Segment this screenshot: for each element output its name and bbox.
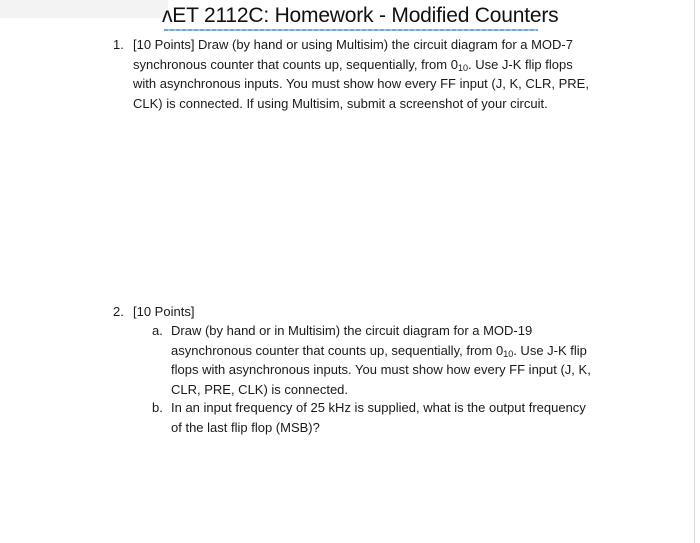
question-2b-line-2: of the last flip flop (MSB)? [171,419,320,435]
toolbar-shade [0,0,168,18]
title-underline [164,29,538,31]
question-1-line-4: CLK) is connected. If using Multisim, submit a screenshot of your circuit. [133,95,548,111]
question-2a-letter: a. [152,323,163,338]
question-2b-text [171,398,586,437]
question-1-text [133,35,589,113]
question-1-line-3: with asynchronous inputs. You must show how every FF input (J, K, CLR, PRE, [133,76,589,91]
question-2b-line-1: In an input frequency of 25 kHz is supplied, what is the output frequency [171,400,586,415]
question-2a-line-2 [171,341,591,361]
question-2b-letter: b. [152,400,163,415]
question-2a-line-2a: asynchronous counter that counts up, sequentially, from 0 [171,342,504,358]
question-2a-line-2b: . Use J-K flip [513,342,587,358]
question-2a [152,321,632,401]
question-2a-line-4: CLR, PRE, CLK) is connected. [171,381,349,397]
question-2a-line-1: Draw (by hand or in Multisim) the circuit diagram for a MOD-19 [171,323,533,338]
question-2a-text [171,321,591,399]
question-2a-line-3: flops with asynchronous inputs. You must show how every FF input (J, K, [171,362,591,377]
question-1-line-1: [10 Points] Draw (by hand or using Multisim) the circuit diagram for a MOD-7 [133,37,573,52]
question-1-line-2a: synchronous counter that counts up, sequentially, from 0 [133,56,458,72]
question-2-points: [10 Points] [133,304,195,319]
question-1-line-2b: . Use J-K flip flops [467,56,573,72]
question-2-header [133,302,194,322]
question-1 [113,35,653,135]
question-1-line-2 [133,55,589,75]
question-1-number: 1. [113,37,124,52]
question-2-number: 2. [113,304,124,319]
page-title: ʌET 2112C: Homework - Modified Counters [162,4,559,27]
base-subscript: 10 [503,348,514,359]
question-2b [152,398,632,440]
base-subscript: 10 [457,62,468,73]
page-edge-rule [694,0,695,543]
